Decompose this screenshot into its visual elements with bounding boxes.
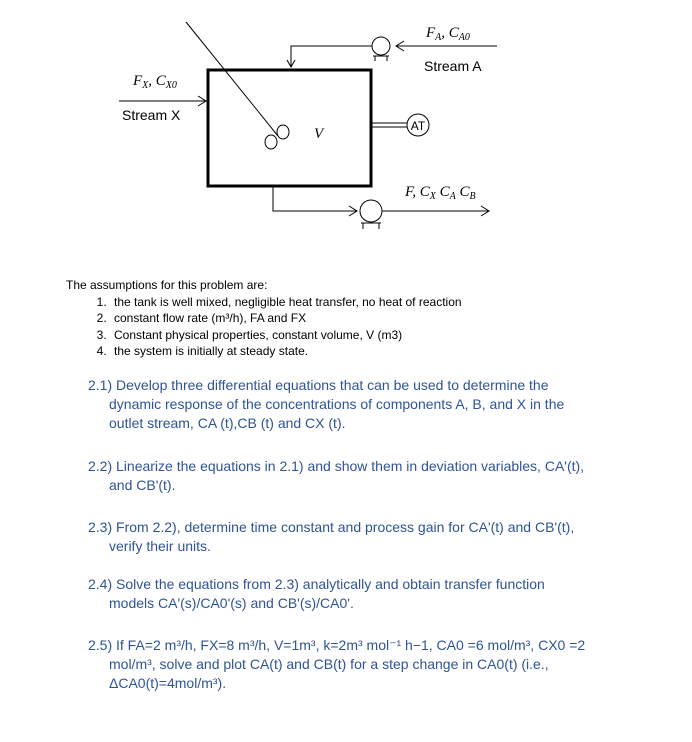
- stream-x-flow-label: $F_X$, $C_{X0}$: [133, 73, 177, 91]
- stream-a-flow-label: $F_A$, $C_{A0}$: [426, 25, 470, 43]
- assumption-item: 3. Constant physical properties, constant volume, V (m3): [110, 327, 462, 344]
- outlet-line: [273, 186, 357, 211]
- question-line: outlet stream, CA (t),CB (t) and CX (t).: [109, 415, 346, 431]
- volume-label: V: [314, 126, 324, 142]
- question-line: and CB'(t).: [109, 477, 176, 493]
- tank-vessel: [208, 70, 371, 186]
- question-line: 2.5) If FA=2 m³/h, FX=8 m³/h, V=1m³, k=2m³ mol⁻¹ h−1, CA0 =6 mol/m³, CX0 =2: [88, 637, 586, 653]
- assumptions-list: [66, 294, 462, 360]
- assumptions-intro: The assumptions for this problem are:: [66, 278, 268, 292]
- question-line: models CA'(s)/CA0'(s) and CB'(s)/CA0'.: [109, 595, 354, 611]
- question-line: mol/m³, solve and plot CA(t) and CB(t) for a step change in CA0(t) (i.e.,: [109, 656, 549, 672]
- process-diagram: [0, 0, 692, 260]
- assumption-item: 2. constant flow rate (m³/h), FA and FX: [110, 310, 462, 327]
- outlet-pump-icon: [360, 200, 382, 229]
- question-2-5: [88, 636, 648, 693]
- question-line: verify their units.: [109, 538, 211, 554]
- question-2-3: [88, 518, 648, 556]
- question-2-1: [88, 376, 648, 433]
- question-line: 2.4) Solve the equations from 2.3) analytically and obtain transfer function: [88, 576, 545, 592]
- impeller-icon: [265, 125, 289, 149]
- agitator-shaft: [186, 22, 278, 136]
- stream-a-to-tank-line: [291, 46, 372, 66]
- question-line: 2.3) From 2.2), determine time constant and process gain for CA'(t) and CB'(t),: [88, 519, 575, 535]
- question-2-4: [88, 575, 648, 613]
- stream-a-label: Stream A: [424, 58, 482, 74]
- question-line: ΔCA0(t)=4mol/m³).: [109, 675, 227, 691]
- stream-x-label: Stream X: [122, 107, 181, 123]
- analyzer-label: AT: [410, 119, 426, 133]
- outlet-label: F, $C_X$ $C_A$ $C_B$: [405, 184, 476, 202]
- question-line: 2.1) Develop three differential equations that can be used to determine the: [88, 377, 549, 393]
- assumptions-block: [66, 277, 462, 360]
- question-line: 2.2) Linearize the equations in 2.1) and show them in deviation variables, CA'(t),: [88, 458, 585, 474]
- question-2-2: [88, 457, 648, 495]
- assumption-item: 4. the system is initially at steady state.: [110, 343, 462, 360]
- stream-a-valve-icon: [372, 37, 390, 61]
- question-line: dynamic response of the concentrations of components A, B, and X in the: [109, 396, 565, 412]
- assumption-item: 1. the tank is well mixed, negligible heat transfer, no heat of reaction: [110, 294, 462, 311]
